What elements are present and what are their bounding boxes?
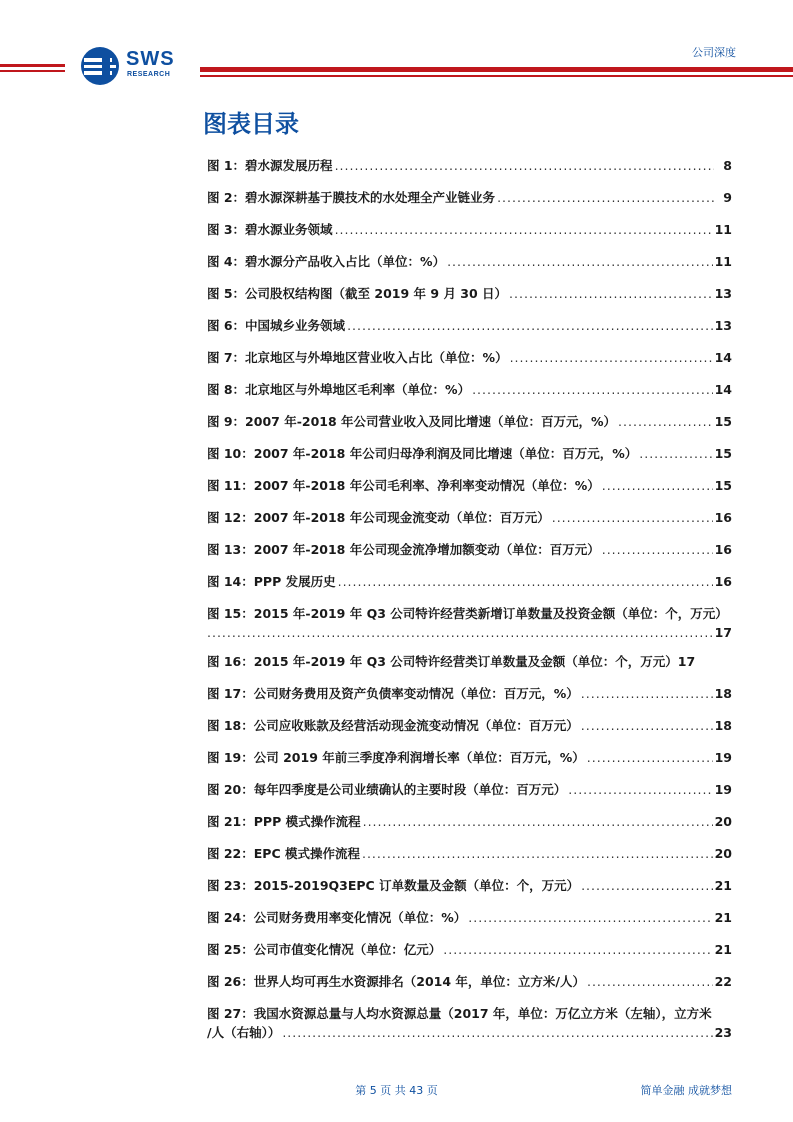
toc-entry-label: 图 26：世界人均可再生水资源排名（2014 年，单位：立方米/人） <box>207 974 585 989</box>
toc-dot-leader <box>587 742 713 774</box>
toc-dot-leader <box>338 566 713 598</box>
toc-entry-page: 23 <box>714 1025 732 1040</box>
toc-entry-label: 图 24：公司财务费用率变化情况（单位：%） <box>207 910 467 925</box>
toc-entry-page: 13 <box>714 286 732 301</box>
toc-dot-leader <box>581 870 713 902</box>
page-number: 第 5 页 共 43 页 <box>355 1084 438 1097</box>
doc-type-label: 公司深度 <box>692 46 736 59</box>
toc-entry[interactable] <box>207 934 732 966</box>
toc-entry-page: 11 <box>714 222 732 237</box>
header-rule-left-bottom <box>0 70 65 72</box>
toc-entry[interactable] <box>207 150 732 182</box>
logo-text: SWS <box>126 48 175 70</box>
toc-entry[interactable] <box>207 470 732 502</box>
toc-entry-label: 图 4：碧水源分产品收入占比（单位：%） <box>207 254 446 269</box>
toc-entry-label: 图 16：2015 年-2019 年 Q3 公司特许经营类订单数量及金额（单位：个，万元） <box>207 654 678 669</box>
toc-dot-leader <box>552 502 713 534</box>
toc-entry-label: 图 9：2007 年-2018 年公司营业收入及同比增速（单位：百万元，%） <box>207 414 617 429</box>
toc-dot-leader <box>509 278 713 310</box>
header-rule-right-top <box>200 67 793 72</box>
toc-entry[interactable] <box>207 182 732 214</box>
toc-entry[interactable] <box>207 246 732 278</box>
header-rule-right-bottom <box>200 75 793 77</box>
toc-dot-leader <box>497 182 714 214</box>
footer-slogan: 简单金融 成就梦想 <box>640 1084 732 1097</box>
toc-entry[interactable] <box>207 710 732 742</box>
toc-dot-leader <box>443 934 712 966</box>
toc-dot-leader <box>618 406 713 438</box>
toc-entry-page: 14 <box>714 350 732 365</box>
figure-toc-list <box>207 150 732 1046</box>
toc-entry-page: 19 <box>714 750 732 765</box>
toc-entry[interactable] <box>207 902 732 934</box>
toc-dot-leader <box>568 774 712 806</box>
toc-dot-leader <box>335 150 714 182</box>
toc-entry-page: 13 <box>714 318 732 333</box>
toc-entry-page: 8 <box>723 158 732 173</box>
toc-entry[interactable] <box>207 742 732 774</box>
toc-dot-leader <box>587 966 713 998</box>
toc-entry[interactable] <box>207 966 732 998</box>
toc-entry-page: 18 <box>714 686 732 701</box>
toc-dot-leader <box>362 838 713 870</box>
toc-entry-label: 图 6：中国城乡业务领域 <box>207 318 346 333</box>
toc-entry-label: 图 5：公司股权结构图（截至 2019 年 9 月 30 日） <box>207 286 508 301</box>
toc-entry[interactable] <box>207 566 732 598</box>
toc-dot-leader <box>510 342 713 374</box>
toc-dot-leader <box>602 534 713 566</box>
page-title: 图表目录 <box>203 110 299 138</box>
toc-entry[interactable] <box>207 870 732 902</box>
toc-entry-page: 17 <box>677 654 696 669</box>
toc-entry[interactable] <box>207 678 732 710</box>
toc-dot-leader <box>335 214 713 246</box>
header-rule-left-top <box>0 64 65 67</box>
toc-entry-label: 图 23：2015-2019Q3EPC 订单数量及金额（单位：个，万元） <box>207 878 580 893</box>
toc-entry-page: 21 <box>714 942 732 957</box>
toc-entry-page: 18 <box>714 718 732 733</box>
toc-dot-leader <box>581 678 713 710</box>
toc-entry-label: 图 7：北京地区与外埠地区营业收入占比（单位：%） <box>207 350 508 365</box>
toc-entry[interactable] <box>207 646 732 678</box>
toc-entry[interactable] <box>207 998 732 1046</box>
toc-dot-leader <box>363 806 713 838</box>
toc-entry-label: 图 14：PPP 发展历史 <box>207 574 336 589</box>
toc-entry[interactable] <box>207 502 732 534</box>
toc-entry-page: 19 <box>714 782 732 797</box>
toc-entry-page: 21 <box>714 878 732 893</box>
toc-entry-page: 16 <box>714 542 732 557</box>
toc-dot-leader <box>447 246 713 278</box>
toc-entry[interactable] <box>207 214 732 246</box>
toc-entry-label: 图 1：碧水源发展历程 <box>207 158 333 173</box>
toc-entry-page: 15 <box>714 478 732 493</box>
toc-dot-leader <box>282 1022 712 1044</box>
toc-entry-label: 图 2：碧水源深耕基于膜技术的水处理全产业链业务 <box>207 190 496 205</box>
toc-entry[interactable] <box>207 342 732 374</box>
toc-entry-label: 图 25：公司市值变化情况（单位：亿元） <box>207 942 442 957</box>
toc-entry-label: 图 18：公司应收账款及经营活动现金流变动情况（单位：百万元） <box>207 718 579 733</box>
toc-dot-leader <box>207 622 713 644</box>
toc-entry-page: 20 <box>714 814 732 829</box>
toc-entry[interactable] <box>207 774 732 806</box>
toc-entry-label: 图 22：EPC 模式操作流程 <box>207 846 360 861</box>
toc-entry-label: 图 21：PPP 模式操作流程 <box>207 814 361 829</box>
toc-entry-label: 图 27：我国水资源总量与人均水资源总量（2017 年，单位：万亿立方米（左轴），立方米 <box>207 1006 712 1021</box>
toc-entry[interactable] <box>207 598 732 646</box>
toc-entry-label: 图 15：2015 年-2019 年 Q3 公司特许经营类新增订单数量及投资金额（单位：个，万元） <box>207 606 728 621</box>
toc-dot-leader <box>347 310 713 342</box>
toc-entry-page: 9 <box>723 190 732 205</box>
toc-dot-leader <box>581 710 713 742</box>
toc-entry-label-continued: /人（右轴）） <box>207 1025 281 1040</box>
logo-subtext: RESEARCH <box>127 71 171 78</box>
toc-entry-page: 14 <box>714 382 732 397</box>
toc-entry-page: 16 <box>714 574 732 589</box>
toc-dot-leader <box>639 438 712 470</box>
toc-entry-page: 15 <box>714 446 732 461</box>
toc-entry[interactable] <box>207 806 732 838</box>
toc-entry-page: 15 <box>714 414 732 429</box>
toc-entry[interactable] <box>207 838 732 870</box>
toc-entry-label: 图 8：北京地区与外埠地区毛利率（单位：%） <box>207 382 471 397</box>
toc-entry[interactable] <box>207 278 732 310</box>
toc-entry-label: 图 13：2007 年-2018 年公司现金流净增加额变动（单位：百万元） <box>207 542 600 557</box>
toc-entry[interactable] <box>207 310 732 342</box>
toc-entry-label: 图 17：公司财务费用及资产负债率变动情况（单位：百万元，%） <box>207 686 579 701</box>
toc-entry-page: 20 <box>714 846 732 861</box>
toc-dot-leader <box>472 374 713 406</box>
toc-entry-label: 图 19：公司 2019 年前三季度净利润增长率（单位：百万元，%） <box>207 750 585 765</box>
toc-entry-label: 图 11：2007 年-2018 年公司毛利率、净利率变动情况（单位：%） <box>207 478 600 493</box>
toc-entry-label: 图 12：2007 年-2018 年公司现金流变动（单位：百万元） <box>207 510 550 525</box>
toc-dot-leader <box>602 470 713 502</box>
toc-entry-page: 17 <box>714 625 732 640</box>
toc-entry-label: 图 10：2007 年-2018 年公司归母净利润及同比增速（单位：百万元，%） <box>207 446 638 461</box>
toc-entry-page: 21 <box>714 910 732 925</box>
toc-entry-page: 16 <box>714 510 732 525</box>
toc-entry[interactable] <box>207 406 732 438</box>
toc-entry[interactable] <box>207 534 732 566</box>
toc-entry-page: 11 <box>714 254 732 269</box>
toc-dot-leader <box>468 902 712 934</box>
toc-entry[interactable] <box>207 438 732 470</box>
toc-entry[interactable] <box>207 374 732 406</box>
toc-entry-label: 图 3：碧水源业务领域 <box>207 222 333 237</box>
toc-entry-label: 图 20：每年四季度是公司业绩确认的主要时段（单位：百万元） <box>207 782 567 797</box>
toc-entry-page: 22 <box>714 974 732 989</box>
